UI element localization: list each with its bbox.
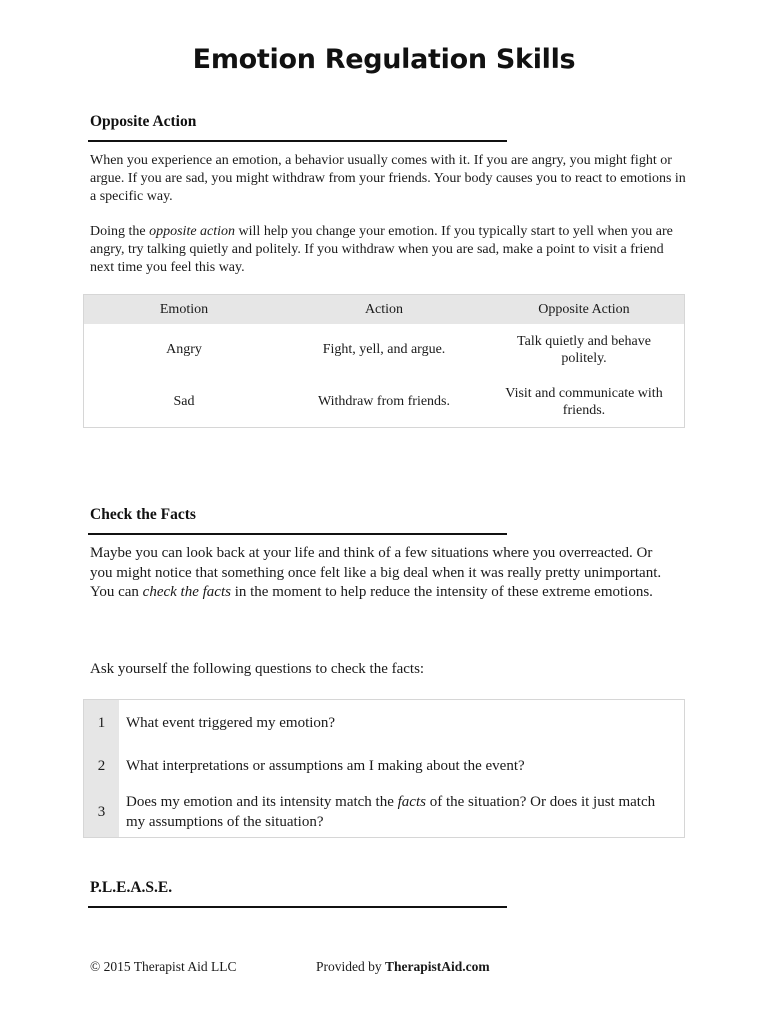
page-title: Emotion Regulation Skills — [192, 44, 576, 75]
table-header-action: Action — [364, 301, 404, 317]
list-item — [84, 746, 684, 786]
table-cell-action: Withdraw from friends. — [317, 394, 450, 410]
opposite-action-explanation: Doing the opposite action will help you change your emotion. If you typically start to yell when you are angry, try talking quietly and politely. If you withdraw when you are sad, make a point to visit a friend next time you feel this way. — [90, 224, 673, 275]
table-cell-opposite-action: Visit and communicate with friends. — [505, 385, 663, 418]
question-text: What event triggered my emotion? — [126, 715, 336, 731]
table-row — [84, 324, 684, 376]
question-number: 3 — [97, 803, 106, 820]
section-divider — [88, 533, 507, 535]
emphasis-check-the-facts: check the facts — [142, 584, 231, 600]
table-header-row — [84, 295, 684, 324]
table-cell-action: Fight, yell, and argue. — [322, 342, 446, 358]
section-divider — [88, 140, 507, 142]
section-heading-opposite-action: Opposite Action — [90, 113, 197, 130]
opposite-action-table — [83, 294, 685, 428]
table-cell-emotion: Sad — [173, 394, 195, 410]
emphasis-facts: facts — [397, 794, 426, 810]
section-heading-check-the-facts: Check the Facts — [90, 506, 196, 523]
check-facts-questions-table — [83, 699, 685, 838]
table-header-emotion: Emotion — [159, 301, 209, 317]
emphasis-opposite-action: opposite action — [149, 224, 236, 239]
section-heading-please: P.L.E.A.S.E. — [90, 879, 173, 896]
table-row — [84, 376, 684, 428]
table-header-opposite-action: Opposite Action — [538, 301, 630, 317]
opposite-action-intro: When you experience an emotion, a behavior usually comes with it. If you are angry, you might fight or argue. If you are sad, you might withdraw from your friends. Your body causes you to react to emotions in a specific way. — [90, 153, 686, 204]
check-facts-prompt: Ask yourself the following questions to check the facts: — [90, 661, 425, 677]
section-divider — [88, 906, 507, 908]
table-cell-emotion: Angry — [166, 342, 202, 358]
list-item — [84, 788, 684, 836]
check-facts-intro: Maybe you can look back at your life and think of a few situations where you overreacted. Or you might notice that something once felt like a big deal when it was really pretty unimportant. You can check the facts in the moment to help reduce the intensity of these extreme emotions. — [90, 545, 662, 600]
footer-provided-by: Provided by TherapistAid.com — [316, 959, 490, 974]
table-cell-opposite-action: Talk quietly and behave politely. — [517, 333, 651, 366]
footer-copyright: © 2015 Therapist Aid LLC — [90, 959, 237, 974]
question-number: 1 — [97, 714, 106, 731]
question-text: What interpretations or assumptions am I making about the event? — [126, 758, 525, 774]
list-item — [84, 703, 684, 743]
footer-brand-link[interactable]: TherapistAid.com — [385, 959, 490, 974]
question-number: 2 — [97, 757, 106, 774]
question-text: Does my emotion and its intensity match the facts of the situation? Or does it just match my assumptions of the situation? — [126, 794, 656, 830]
